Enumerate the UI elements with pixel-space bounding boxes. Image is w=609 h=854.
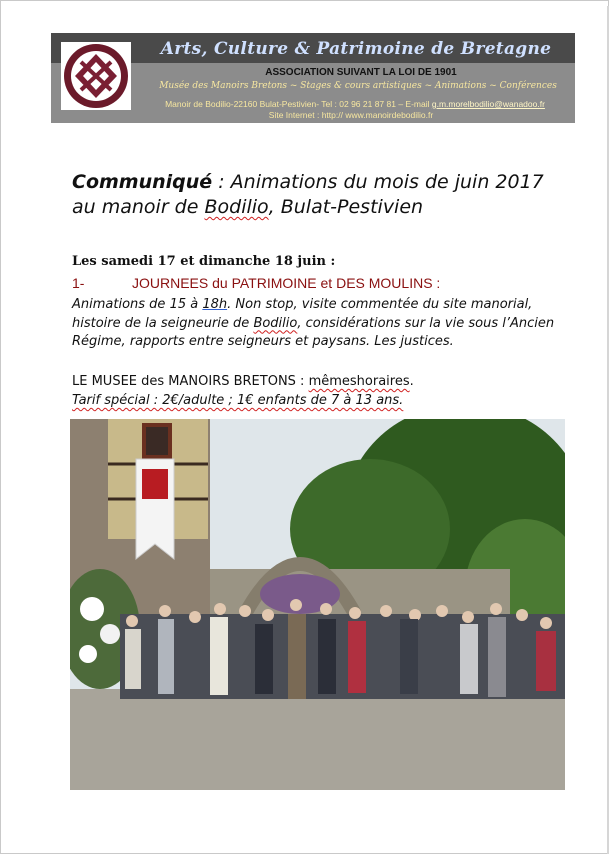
event-title-line bbox=[72, 275, 440, 291]
musee-line bbox=[72, 374, 414, 389]
tarif-text: Tarif spécial : 2€/adulte ; 1€ enfants de 7 à 13 ans. bbox=[72, 393, 404, 408]
musee-pre: LE MUSEE des MANOIRS BRETONS : bbox=[72, 374, 309, 389]
heading-line2-post: , Bulat-Pestivien bbox=[268, 196, 424, 218]
desc-place: Bodilio bbox=[253, 315, 298, 331]
header-banner bbox=[51, 33, 575, 123]
event-description bbox=[72, 296, 572, 352]
desc-part-1: Animations de 15 à bbox=[72, 297, 203, 312]
banner-website[interactable]: Site Internet : http:// www.manoirdebodilio.fr bbox=[268, 110, 434, 120]
address-text: Manoir de Bodilio-22160 Bulat-Pestivien- Tel : 02 96 21 87 81 – E-mail bbox=[165, 99, 432, 109]
group-photo bbox=[70, 419, 565, 790]
tarif-line bbox=[72, 393, 403, 408]
event-title: JOURNEES du PATRIMOINE et DES MOULINS : bbox=[132, 275, 441, 291]
heading-line1: : Animations du mois de juin 2017 bbox=[212, 171, 544, 193]
event-number: 1- bbox=[72, 275, 85, 291]
association-logo bbox=[61, 42, 131, 110]
banner-address bbox=[135, 99, 575, 109]
banner-subtitle: Musée des Manoirs Bretons ~ Stages & cours artistiques ~ Animations ~ Conférences bbox=[159, 81, 557, 91]
heading-line2-pre: au manoir de bbox=[72, 196, 205, 218]
banner-title: Arts, Culture & Patrimoine de Bretagne bbox=[160, 39, 552, 59]
musee-post: . bbox=[409, 374, 414, 389]
banner-association: ASSOCIATION SUIVANT LA LOI DE 1901 bbox=[265, 67, 457, 78]
event-dates: Les samedi 17 et dimanche 18 juin : bbox=[72, 254, 336, 269]
communique-heading bbox=[72, 170, 572, 220]
desc-part-2: . Non stop, visite commentée du site manorial, histoire de la seigneurie de bbox=[72, 297, 533, 331]
musee-hours: mêmeshoraires bbox=[308, 374, 410, 389]
desc-part-3: , considérations sur la vie sous l’Ancien Régime, rapports entre seigneurs et paysans. Les justices. bbox=[72, 315, 555, 349]
heading-bold-word: Communiqué bbox=[72, 171, 213, 193]
heading-place: Bodilio bbox=[204, 196, 269, 218]
email-link[interactable]: g.m.morelbodilio@wanadoo.fr bbox=[431, 99, 545, 109]
desc-time: 18h bbox=[202, 297, 228, 312]
